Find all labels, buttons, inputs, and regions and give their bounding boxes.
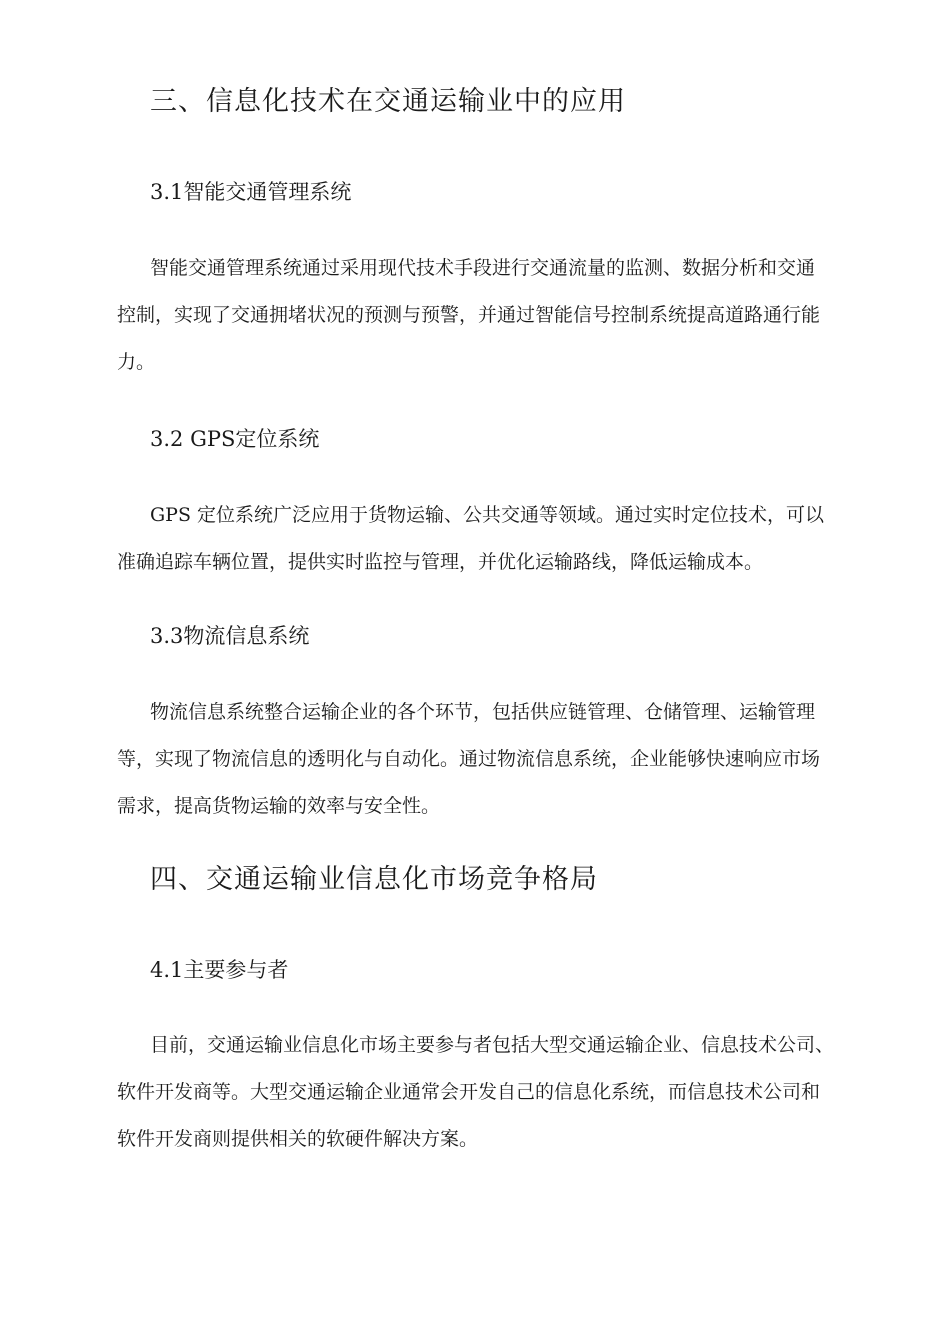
section-3-3-heading: 3.3物流信息系统 — [150, 624, 310, 648]
paragraph-line: 力。 — [117, 351, 156, 373]
paragraph-line: 目前，交通运输业信息化市场主要参与者包括大型交通运输企业、信息技术公司、 — [150, 1034, 835, 1056]
section-3-heading: 三、信息化技术在交通运输业中的应用 — [150, 86, 626, 117]
paragraph-line: 等，实现了物流信息的透明化与自动化。通过物流信息系统，企业能够快速响应市场 — [117, 748, 821, 770]
paragraph-line: GPS 定位系统广泛应用于货物运输、公共交通等领域。通过实时定位技术，可以 — [150, 504, 825, 526]
paragraph-line: 智能交通管理系统通过采用现代技术手段进行交通流量的监测、数据分析和交通 — [150, 257, 816, 279]
paragraph-line: 准确追踪车辆位置，提供实时监控与管理，并优化运输路线，降低运输成本。 — [117, 551, 764, 573]
section-4-1-paragraph — [117, 1022, 834, 1163]
section-3-3-paragraph — [117, 689, 820, 830]
paragraph-line: 物流信息系统整合运输企业的各个环节，包括供应链管理、仓储管理、运输管理 — [150, 701, 816, 723]
section-4-heading: 四、交通运输业信息化市场竞争格局 — [150, 864, 598, 895]
paragraph-line: 控制，实现了交通拥堵状况的预测与预警，并通过智能信号控制系统提高道路通行能 — [117, 304, 821, 326]
section-3-1-paragraph — [117, 245, 820, 386]
paragraph-line: 软件开发商则提供相关的软硬件解决方案。 — [117, 1128, 479, 1150]
paragraph-line: 需求，提高货物运输的效率与安全性。 — [117, 795, 441, 817]
section-3-2-paragraph — [117, 492, 824, 586]
section-3-1-heading: 3.1智能交通管理系统 — [150, 180, 352, 204]
section-4-1-heading: 4.1主要参与者 — [150, 958, 289, 982]
section-3-2-heading: 3.2 GPS定位系统 — [150, 427, 320, 451]
paragraph-line: 软件开发商等。大型交通运输企业通常会开发自己的信息化系统，而信息技术公司和 — [117, 1081, 821, 1103]
